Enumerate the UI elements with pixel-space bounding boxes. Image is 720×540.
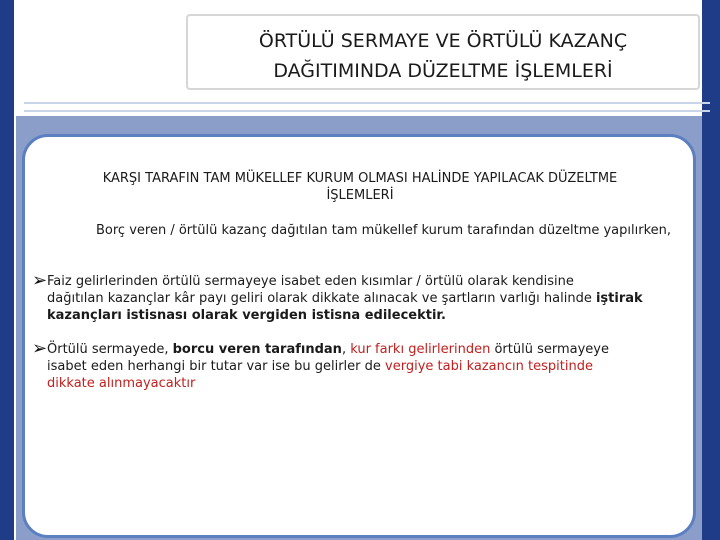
bullet-item-1 xyxy=(32,272,688,324)
section-heading-line1: KARŞI TARAFIN TAM MÜKELLEF KURUM OLMASI HALİNDE YAPILACAK DÜZELTME xyxy=(102,171,618,186)
bullet2-seg5: örtülü sermayeye xyxy=(490,342,609,357)
left-frame-bar xyxy=(0,0,14,540)
bullet2-seg2: borcu veren tarafından xyxy=(172,342,342,357)
arrow-right-icon: ➢ xyxy=(32,338,48,359)
bullet1-line3: kazançları istisnası olarak vergiden istisna edilecektir. xyxy=(47,308,446,323)
bullet-item-2 xyxy=(32,340,688,392)
separator-line xyxy=(24,110,710,112)
bullet2-line2: isabet eden herhangi bir tutar var ise bu gelirler de xyxy=(47,359,386,374)
bullet1-line2: dağıtılan kazançlar kâr payı geliri olarak dikkate alınacak ve şartların varlığı halinde xyxy=(47,291,596,306)
section-heading-line2: İŞLEMLERİ xyxy=(326,188,394,203)
intro-paragraph: Borç veren / örtülü kazanç dağıtılan tam mükellef kurum tarafından düzeltme yapılırken, xyxy=(96,223,672,238)
bullet1-line1: Faiz gelirlerinden örtülü sermayeye isabet eden kısımlar / örtülü olarak kendisine xyxy=(47,274,574,289)
title-box xyxy=(186,14,700,90)
bullet1-line2-bold: iştirak xyxy=(595,291,643,306)
bullet2-line2-red: vergiye tabi kazancın tespitinde xyxy=(385,359,593,374)
arrow-right-icon: ➢ xyxy=(32,270,48,291)
slide-title-line1: ÖRTÜLÜ SERMAYE VE ÖRTÜLÜ KAZANÇ xyxy=(258,30,628,52)
separator-line xyxy=(24,102,710,104)
bullet2-seg3: , xyxy=(341,342,351,357)
bullet2-seg4: kur farkı gelirlerinden xyxy=(350,342,491,357)
bullet2-line3: dikkate alınmayacaktır xyxy=(47,376,196,391)
right-frame-bar xyxy=(702,0,720,540)
section-heading xyxy=(40,170,680,204)
bullet2-seg1: Örtülü sermayede, xyxy=(47,342,173,357)
slide-title-line2: DAĞITIMINDA DÜZELTME İŞLEMLERİ xyxy=(273,60,613,82)
